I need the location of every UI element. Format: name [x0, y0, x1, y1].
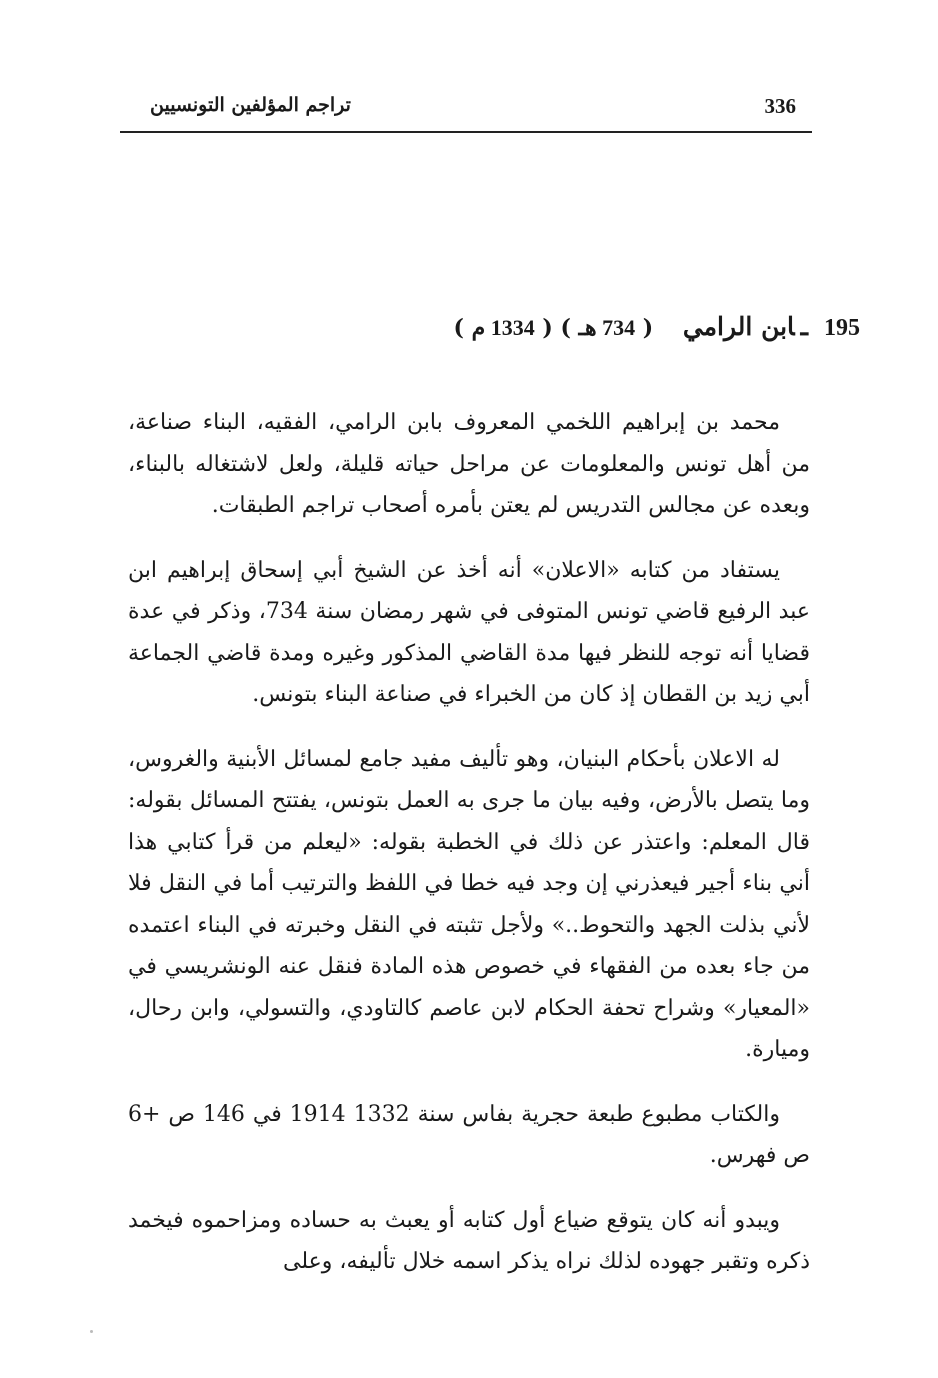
- entry-number: 195: [824, 315, 860, 341]
- paragraph-book: له الاعلان بأحكام البنيان، وهو تأليف مفيد جامع لمسائل الأبنية والغروس، وما يتصل بالأرض، وفيه بيان ما جرى به العمل بتونس، يفتتح المسائل بقوله: قال المعلم: واعتذر عن ذلك في الخطبة بقوله: «ليعلم من قرأ كتابي هذا أني بناء أجير فيعذرني إن وجد فيه خطا في اللفظ والترتيب أما في النقل فلا لأني بذلت الجهد والتحوط..» ولأجل تثبته في النقل وخبرته في البناء اعتمده من جاء بعده من الفقهاء في خصوص هذه المادة فنقل عنه الونشريسي في «المعيار» وشراح تحفة الحكام لابن عاصم كالتاودي، والتسولي، وابن رحال، وميارة.: [128, 746, 810, 1062]
- paragraph-teachers: يستفاد من كتابه «الاعلان» أنه أخذ عن الشيخ أبي إسحاق إبراهيم ابن عبد الرفيع قاضي تونس المتوفى في شهر رمضان سنة 734، وذكر في عدة قضايا أنه توجه للنظر فيها مدة القاضي المذكور وغيره ومدة قاضي الجماعة أبي زيد بن القطان إذ كان من الخبراء في صناعة البناء بتونس.: [128, 557, 810, 707]
- entry-heading: 195ـابن الرامي ( 734 هـ ) ( 1334 م ): [453, 312, 860, 341]
- running-title: تراجم المؤلفين التونسيين: [150, 94, 351, 116]
- gregorian-date: 1334 م: [471, 315, 535, 340]
- header-rule: [120, 131, 812, 133]
- paragraph-intro: محمد بن إبراهيم اللخمي المعروف بابن الرامي، الفقيه، البناء صناعة، من أهل تونس والمعلومات عن مراحل حياته قليلة، ولعل لاشتغاله بالبناء، وبعده عن مجالس التدريس لم يعتن بأمره أصحاب تراجم الطبقات.: [128, 410, 810, 518]
- scan-speck: [90, 1330, 93, 1333]
- paragraph-closing: ويبدو أنه كان يتوقع ضياع أول كتابه أو يعبث به حساده ومزاحموه فيخمد ذكره وتقبر جهوده لذلك نراه يذكر اسمه خلال تأليفه، وعلى: [128, 1207, 810, 1274]
- paragraph-edition: والكتاب مطبوع طبعة حجرية بفاس سنة 1332 1914 في 146 ص +6 ص فهرس.: [128, 1101, 810, 1168]
- running-header: [120, 92, 812, 126]
- hijri-date: 734 هـ: [578, 315, 636, 340]
- page-number: 336: [764, 94, 796, 118]
- entry-name: ابن الرامي: [682, 312, 795, 341]
- body-text: [128, 402, 810, 1306]
